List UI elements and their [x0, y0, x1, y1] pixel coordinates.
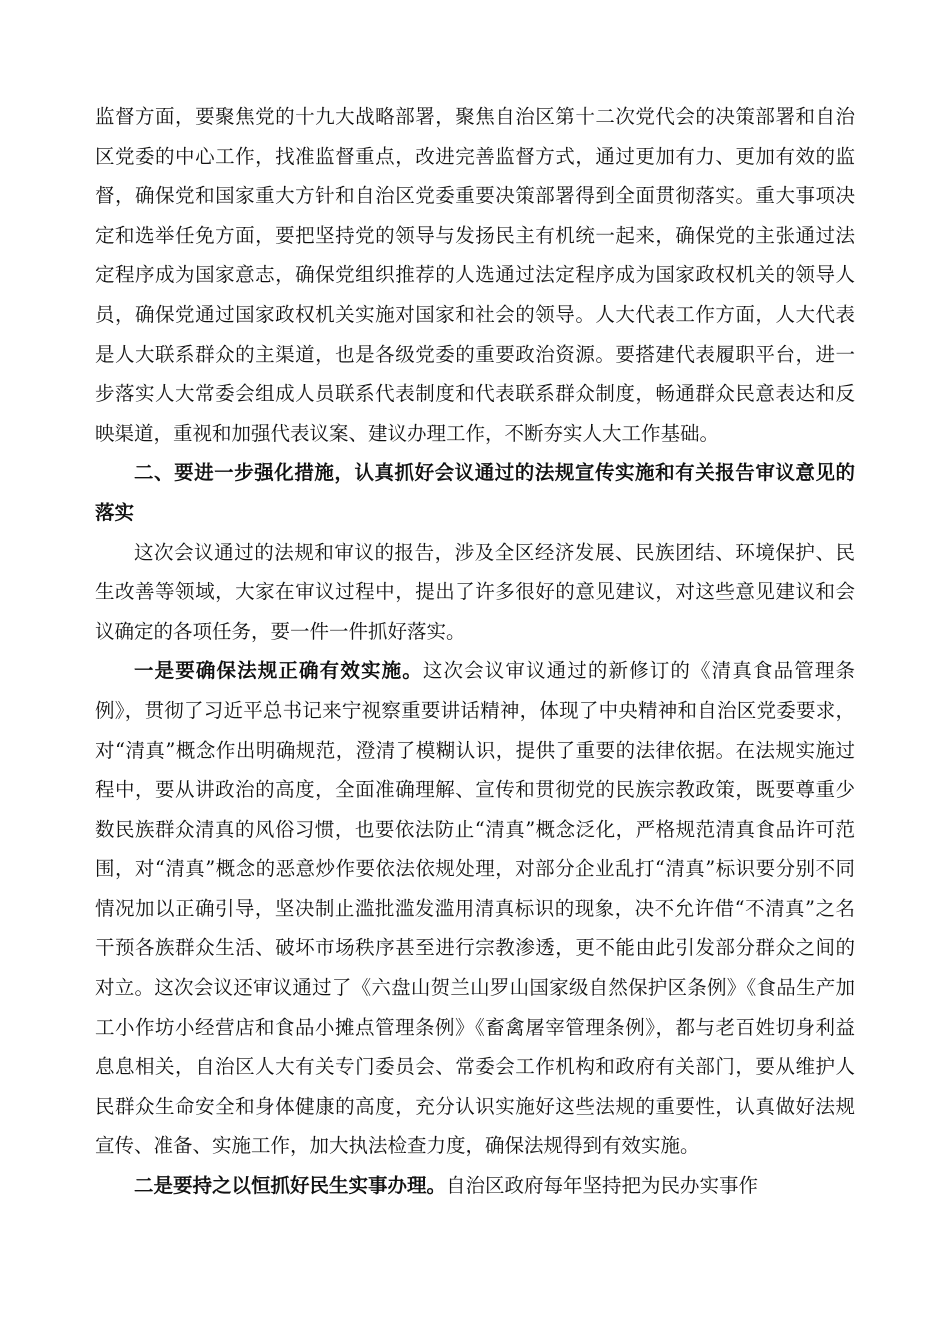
point-two-lead: 二是要持之以恒抓好民生实事办理。: [134, 1174, 447, 1198]
point-two-body: 自治区政府每年坚持把为民办实事作: [446, 1174, 759, 1198]
paragraph-regulations-intro: 这次会议通过的法规和审议的报告，涉及全区经济发展、民族团结、环境保护、民生改善等领域，大家在审议过程中，提出了许多很好的意见建议，对这些意见建议和会议确定的各项任务，要一件一件抓好落实。: [95, 540, 855, 643]
paragraph-supervision: 监督方面，要聚焦党的十九大战略部署，聚焦自治区第十二次党代会的决策部署和自治区党委的中心工作，找准监督重点，改进完善监督方式，通过更加有力、更加有效的监督，确保党和国家重大方针和自治区党委重要决策部署得到全面贯彻落实。重大事项决定和选举任免方面，要把坚持党的领导与发扬民主有机统一起来，确保党的主张通过法定程序成为国家意志，确保党组织推荐的人选通过法定程序成为国家政权机关的领导人员，确保党通过国家政权机关实施对国家和社会的领导。人大代表工作方面，人大代表是人大联系群众的主渠道，也是各级党委的重要政治资源。要搭建代表履职平台，进一步落实人大常委会组成人员联系代表制度和代表联系群众制度，畅通群众民意表达和反映渠道，重视和加强代表议案、建议办理工作，不断夯实人大工作基础。: [95, 105, 855, 445]
point-one-lead: 一是要确保法规正确有效实施。: [134, 659, 423, 683]
paragraph-point-one: [95, 651, 855, 1166]
section-heading-two: 二、要进一步强化措施，认真抓好会议通过的法规宣传实施和有关报告审议意见的落实: [95, 461, 855, 524]
paragraph-point-two: [95, 1166, 855, 1206]
point-one-body: 这次会议审议通过的新修订的《清真食品管理条例》，贯彻了习近平总书记来宁视察重要讲话精神，体现了中央精神和自治区党委要求，对“清真”概念作出明确规范，澄清了模糊认识，提供了重要的法律依据。在法规实施过程中，要从讲政治的高度，全面准确理解、宣传和贯彻党的民族宗教政策，既要尊重少数民族群众清真的风俗习惯，也要依法防止“清真”概念泛化，严格规范清真食品许可范围，对“清真”概念的恶意炒作要依法依规处理，对部分企业乱打“清真”标识要分别不同情况加以正确引导，坚决制止滥批滥发滥用清真标识的现象，决不允许借“不清真”之名干预各族群众生活、破坏市场秩序甚至进行宗教渗透，更不能由此引发部分群众之间的对立。这次会议还审议通过了《六盘山贺兰山罗山国家级自然保护区条例》《食品生产加工小作坊小经营店和食品小摊点管理条例》《畜禽屠宰管理条例》，都与老百姓切身利益息息相关，自治区人大有关专门委员会、常委会工作机构和政府有关部门，要从维护人民群众生命安全和身体健康的高度，充分认识实施好这些法规的重要性，认真做好法规宣传、准备、实施工作，加大执法检查力度，确保法规得到有效实施。: [95, 659, 855, 1158]
document-page: [95, 97, 855, 1206]
